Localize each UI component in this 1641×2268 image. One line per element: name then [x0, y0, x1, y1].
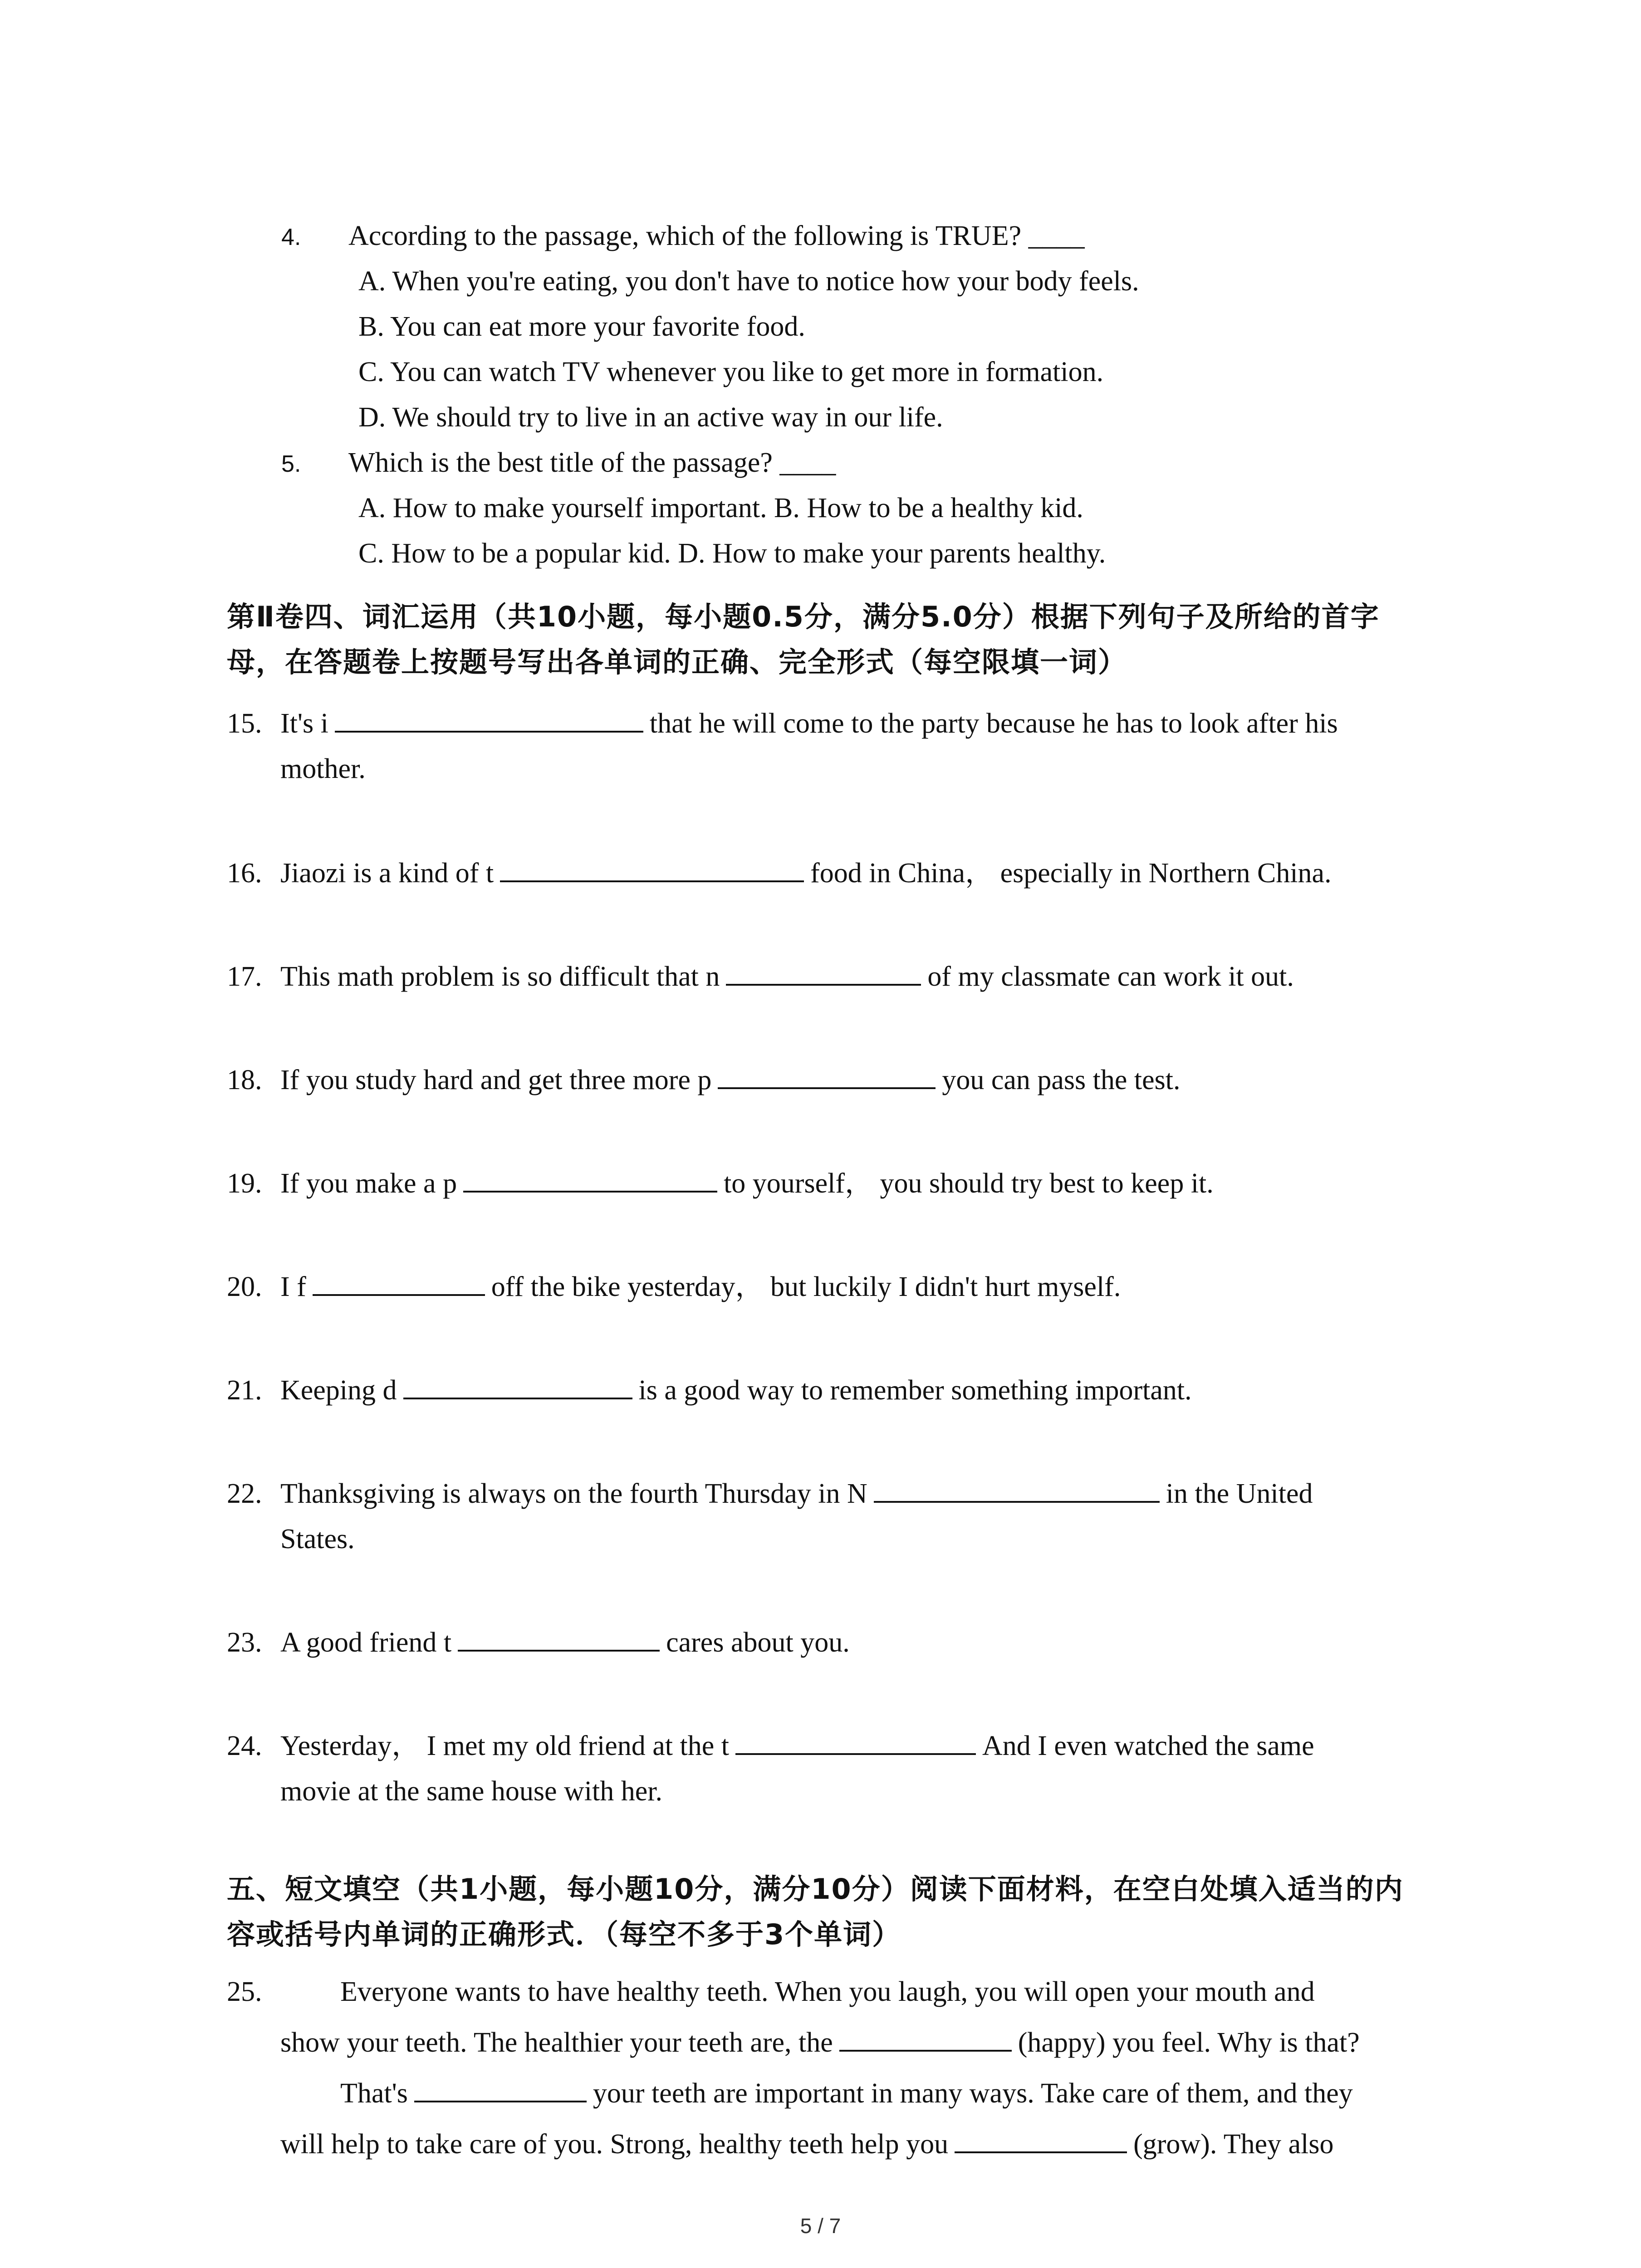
answer-blank[interactable] — [726, 956, 921, 986]
sentence-continued: States. — [280, 1524, 355, 1554]
section-heading-line: 容或括号内单词的正确形式．（每空不多于3个单词） — [227, 1918, 901, 1951]
question-stem: According to the passage, which of the following is TRUE? ____ — [348, 220, 1085, 251]
option-d: D. We should try to live in an active way in our life. — [358, 402, 943, 433]
option-c: C. You can watch TV whenever you like to get more in formation. — [358, 357, 1104, 387]
section-heading-line: 母，在答题卷上按题号写出各单词的正确、完全形式（每空限填一词） — [227, 645, 1127, 679]
answer-blank[interactable] — [955, 2123, 1127, 2153]
item-number: 21. — [227, 1375, 262, 1406]
section-heading-line: 五、短文填空（共1小题，每小题10分，满分10分）阅读下面材料，在空白处填入适当的内 — [227, 1872, 1404, 1906]
option-cd: C. How to be a popular kid. D. How to make your parents healthy. — [358, 538, 1106, 569]
passage-text: That's — [340, 2078, 408, 2109]
sentence-end: in the United — [1166, 1478, 1313, 1509]
item-number: 20. — [227, 1271, 262, 1302]
sentence-start: This math problem is so difficult that n — [280, 961, 720, 992]
sentence-end: that he will come to the party because he has to look after his — [649, 708, 1338, 739]
answer-blank[interactable] — [458, 1622, 660, 1652]
passage-text: your teeth are important in many ways. Take care of them, and they — [593, 2078, 1353, 2109]
passage-text: (happy) you feel. Why is that? — [1018, 2027, 1360, 2058]
answer-blank[interactable] — [735, 1725, 976, 1755]
sentence-start: Keeping d — [280, 1375, 397, 1406]
sentence-end: of my classmate can work it out. — [927, 961, 1294, 992]
option-a: A. When you're eating, you don't have to notice how your body feels. — [358, 266, 1139, 297]
item-number: 15. — [227, 708, 262, 739]
sentence-start: Thanksgiving is always on the fourth Thursday in N — [280, 1478, 867, 1509]
page-number: 5 / 7 — [800, 2214, 841, 2238]
answer-blank[interactable] — [839, 2022, 1012, 2052]
passage-line — [280, 2017, 1360, 2068]
answer-blank[interactable] — [313, 1266, 485, 1296]
answer-blank[interactable] — [335, 703, 643, 733]
option-ab: A. How to make yourself important. B. How to be a healthy kid. — [358, 493, 1083, 523]
answer-blank[interactable] — [874, 1473, 1160, 1503]
sentence-end: to yourself， you should try best to keep it. — [724, 1168, 1214, 1199]
sentence-continued: movie at the same house with her. — [280, 1776, 662, 1807]
sentence-start: Yesterday， I met my old friend at the t — [280, 1730, 729, 1761]
answer-blank[interactable] — [500, 852, 804, 882]
item-number: 19. — [227, 1168, 262, 1199]
sentence-continued: mother. — [280, 753, 366, 784]
question-stem: Which is the best title of the passage? ____ — [348, 447, 836, 478]
sentence-end: is a good way to remember something important. — [638, 1375, 1192, 1406]
section-heading — [227, 1867, 1452, 1957]
section-heading-line: 第Ⅱ卷四、词汇运用（共10小题，每小题0.5分，满分5.0分）根据下列句子及所给的首字 — [227, 600, 1380, 633]
answer-blank[interactable] — [414, 2072, 587, 2102]
item-number: 25. — [227, 1976, 262, 2007]
item-number: 23. — [227, 1627, 262, 1658]
passage-line — [340, 2068, 1353, 2119]
sentence-start: Jiaozi is a kind of t — [280, 858, 494, 889]
sentence-start: It's i — [280, 708, 328, 739]
passage-line: Everyone wants to have healthy teeth. When you laugh, you will open your mouth and — [340, 1976, 1315, 2007]
sentence-start: A good friend t — [280, 1627, 452, 1658]
item-number: 18. — [227, 1065, 262, 1095]
question-number: 4. — [281, 224, 301, 250]
passage-text: will help to take care of you. Strong, healthy teeth help you — [280, 2129, 949, 2160]
item-number: 22. — [227, 1478, 262, 1509]
sentence-end: And I even watched the same — [982, 1730, 1314, 1761]
sentence-start: If you make a p — [280, 1168, 457, 1199]
passage-text: (grow). They also — [1133, 2129, 1334, 2160]
answer-blank[interactable] — [463, 1163, 717, 1193]
sentence-end: food in China， especially in Northern China. — [810, 858, 1332, 889]
answer-blank[interactable] — [403, 1369, 632, 1399]
item-number: 16. — [227, 858, 262, 889]
passage-line — [280, 2119, 1333, 2170]
sentence-start: If you study hard and get three more p — [280, 1065, 712, 1095]
option-b: B. You can eat more your favorite food. — [358, 311, 805, 342]
item-number: 24. — [227, 1730, 262, 1761]
sentence-end: you can pass the test. — [942, 1065, 1181, 1095]
item-number: 17. — [227, 961, 262, 992]
question-number: 5. — [281, 451, 301, 477]
sentence-start: I f — [280, 1271, 306, 1302]
answer-blank[interactable] — [718, 1059, 936, 1089]
sentence-end: off the bike yesterday， but luckily I didn't hurt myself. — [491, 1271, 1121, 1302]
sentence-end: cares about you. — [666, 1627, 850, 1658]
passage-text: show your teeth. The healthier your teeth are, the — [280, 2027, 833, 2058]
section-heading — [227, 594, 1452, 685]
